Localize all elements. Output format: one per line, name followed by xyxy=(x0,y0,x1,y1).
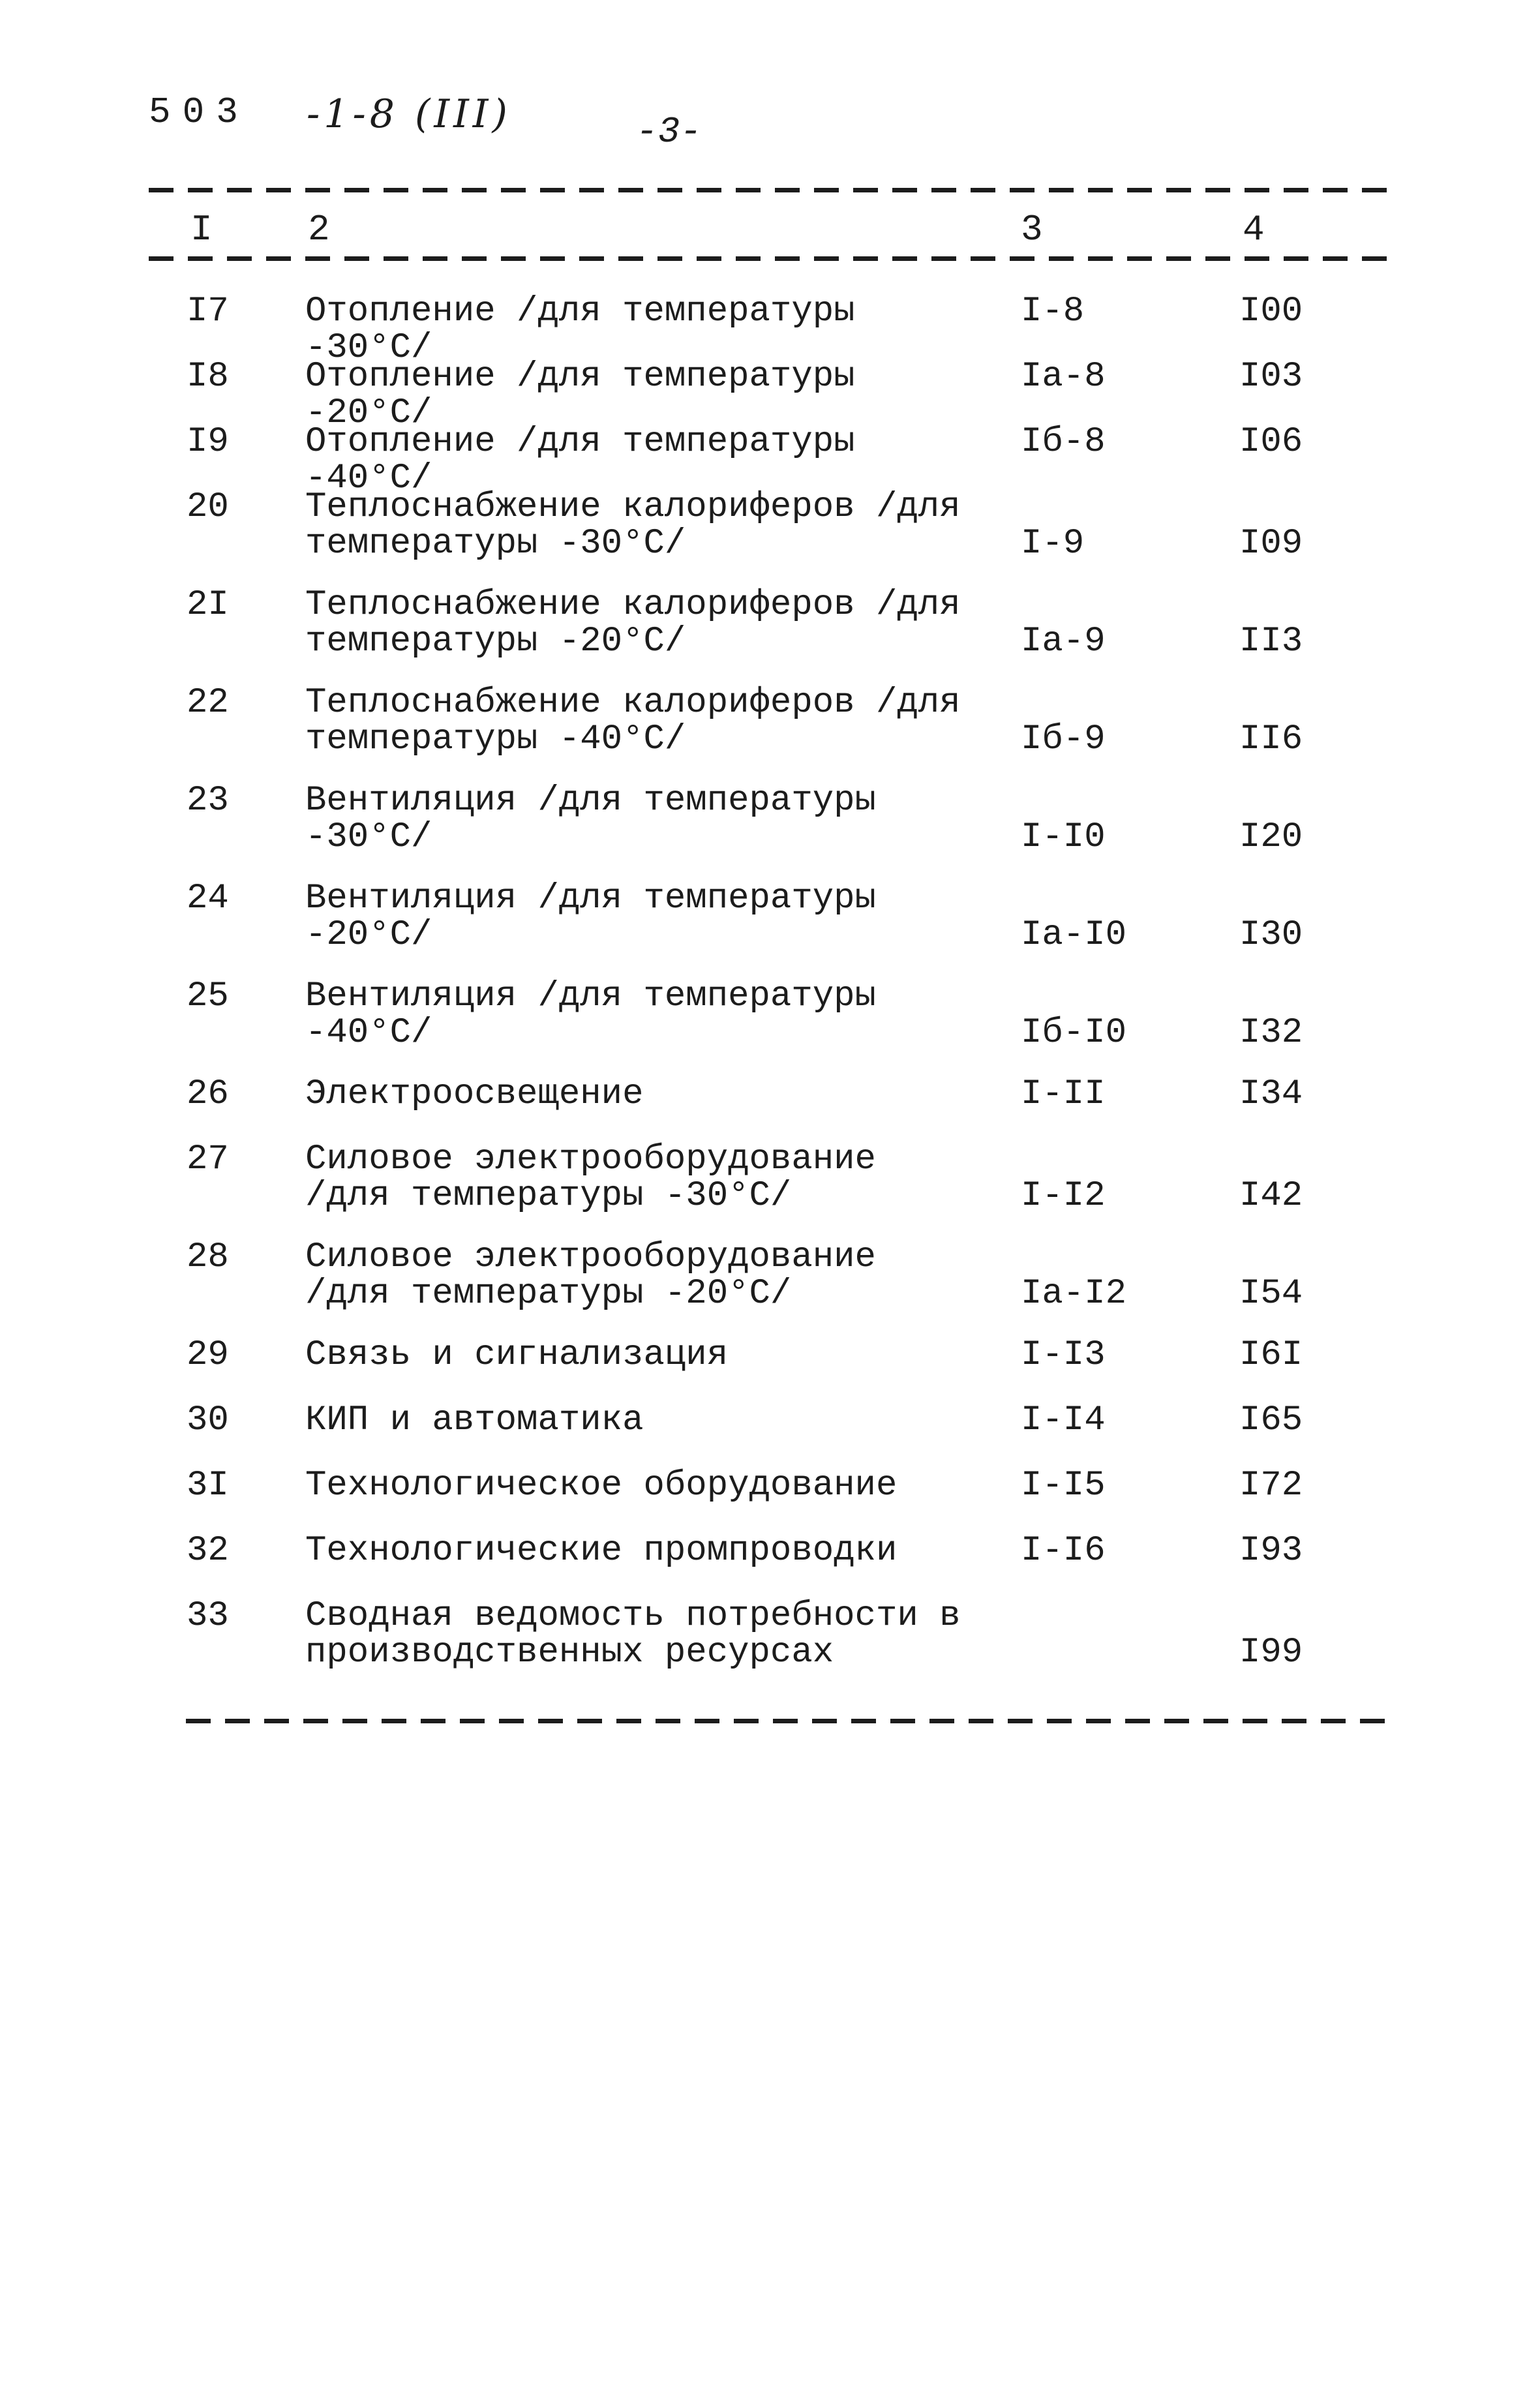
row-page: II6 xyxy=(1239,719,1303,759)
row-name: Вентиляция /для температуры -30°С/ xyxy=(305,781,876,857)
row-name: Отопление /для температуры -20°С/ xyxy=(305,357,876,433)
row-name: Электроосвещение xyxy=(305,1074,644,1114)
row-name: Технологическое оборудование xyxy=(305,1466,898,1505)
row-sheet: Iа-8 xyxy=(1021,357,1106,397)
row-sheet: I-I4 xyxy=(1021,1400,1106,1440)
row-name: Силовое электрооборудование /для температуры -30°С/ xyxy=(305,1140,876,1216)
row-number: 20 xyxy=(187,487,229,527)
column-header-3: 3 xyxy=(1021,209,1043,250)
row-name: КИП и автоматика xyxy=(305,1400,644,1440)
row-sheet: I-I5 xyxy=(1021,1466,1106,1505)
row-number: 3I xyxy=(187,1466,229,1505)
row-number: 29 xyxy=(187,1335,229,1375)
row-page: I54 xyxy=(1239,1274,1303,1314)
dashed-rule-top xyxy=(149,188,1401,192)
row-sheet: I-8 xyxy=(1021,292,1085,331)
row-number: I9 xyxy=(187,422,229,462)
row-name: Сводная ведомость потребности в производственных ресурсах xyxy=(305,1596,961,1672)
row-number: 28 xyxy=(187,1237,229,1277)
row-page: I6I xyxy=(1239,1335,1303,1375)
row-sheet: Iа-9 xyxy=(1021,622,1106,661)
row-number: 22 xyxy=(187,683,229,723)
row-name: Теплоснабжение калориферов /для температуры -20°С/ xyxy=(305,585,961,661)
document-code: 503 xyxy=(149,91,250,133)
dashed-rule-bottom xyxy=(186,1719,1399,1723)
row-number: 24 xyxy=(187,879,229,918)
row-name: Связь и сигнализация xyxy=(305,1335,729,1375)
row-page: I65 xyxy=(1239,1400,1303,1440)
row-number: 33 xyxy=(187,1596,229,1636)
row-page: I03 xyxy=(1239,357,1303,397)
row-name: Силовое электрооборудование /для температуры -20°С/ xyxy=(305,1237,876,1314)
row-page: II3 xyxy=(1239,622,1303,661)
page-number: -3- xyxy=(636,111,702,153)
row-sheet: I-9 xyxy=(1021,524,1085,564)
row-page: I34 xyxy=(1239,1074,1303,1114)
row-name: Отопление /для температуры -30°С/ xyxy=(305,292,876,368)
row-page: I00 xyxy=(1239,292,1303,331)
column-header-2: 2 xyxy=(308,209,330,250)
row-number: I7 xyxy=(187,292,229,331)
row-name: Вентиляция /для температуры -20°С/ xyxy=(305,879,876,955)
row-sheet: Iб-9 xyxy=(1021,719,1106,759)
row-name: Отопление /для температуры -40°С/ xyxy=(305,422,876,498)
row-page: I20 xyxy=(1239,817,1303,857)
row-number: 23 xyxy=(187,781,229,821)
row-number: 26 xyxy=(187,1074,229,1114)
row-page: I42 xyxy=(1239,1176,1303,1216)
dashed-rule-header xyxy=(149,256,1401,261)
row-page: I99 xyxy=(1239,1633,1303,1672)
row-number: 30 xyxy=(187,1400,229,1440)
document-number: -1-8 (III) xyxy=(307,91,511,137)
row-name: Теплоснабжение калориферов /для температуры -40°С/ xyxy=(305,683,961,759)
row-page: I09 xyxy=(1239,524,1303,564)
row-number: 27 xyxy=(187,1140,229,1179)
row-sheet: I-II xyxy=(1021,1074,1106,1114)
row-sheet: Iб-I0 xyxy=(1021,1013,1127,1053)
row-sheet: Iа-I2 xyxy=(1021,1274,1127,1314)
row-page: I93 xyxy=(1239,1531,1303,1571)
row-number: 2I xyxy=(187,585,229,625)
column-header-4: 4 xyxy=(1243,209,1265,250)
row-page: I72 xyxy=(1239,1466,1303,1505)
row-sheet: Iб-8 xyxy=(1021,422,1106,462)
row-sheet: Iа-I0 xyxy=(1021,915,1127,955)
row-number: 32 xyxy=(187,1531,229,1571)
row-page: I06 xyxy=(1239,422,1303,462)
row-page: I32 xyxy=(1239,1013,1303,1053)
row-number: I8 xyxy=(187,357,229,397)
row-page: I30 xyxy=(1239,915,1303,955)
column-header-1: I xyxy=(190,209,213,250)
row-sheet: I-I6 xyxy=(1021,1531,1106,1571)
row-sheet: I-I3 xyxy=(1021,1335,1106,1375)
row-name: Вентиляция /для температуры -40°С/ xyxy=(305,976,876,1053)
row-number: 25 xyxy=(187,976,229,1016)
row-name: Теплоснабжение калориферов /для температуры -30°С/ xyxy=(305,487,961,564)
row-sheet: I-I0 xyxy=(1021,817,1106,857)
row-sheet: I-I2 xyxy=(1021,1176,1106,1216)
row-name: Технологические промпроводки xyxy=(305,1531,898,1571)
